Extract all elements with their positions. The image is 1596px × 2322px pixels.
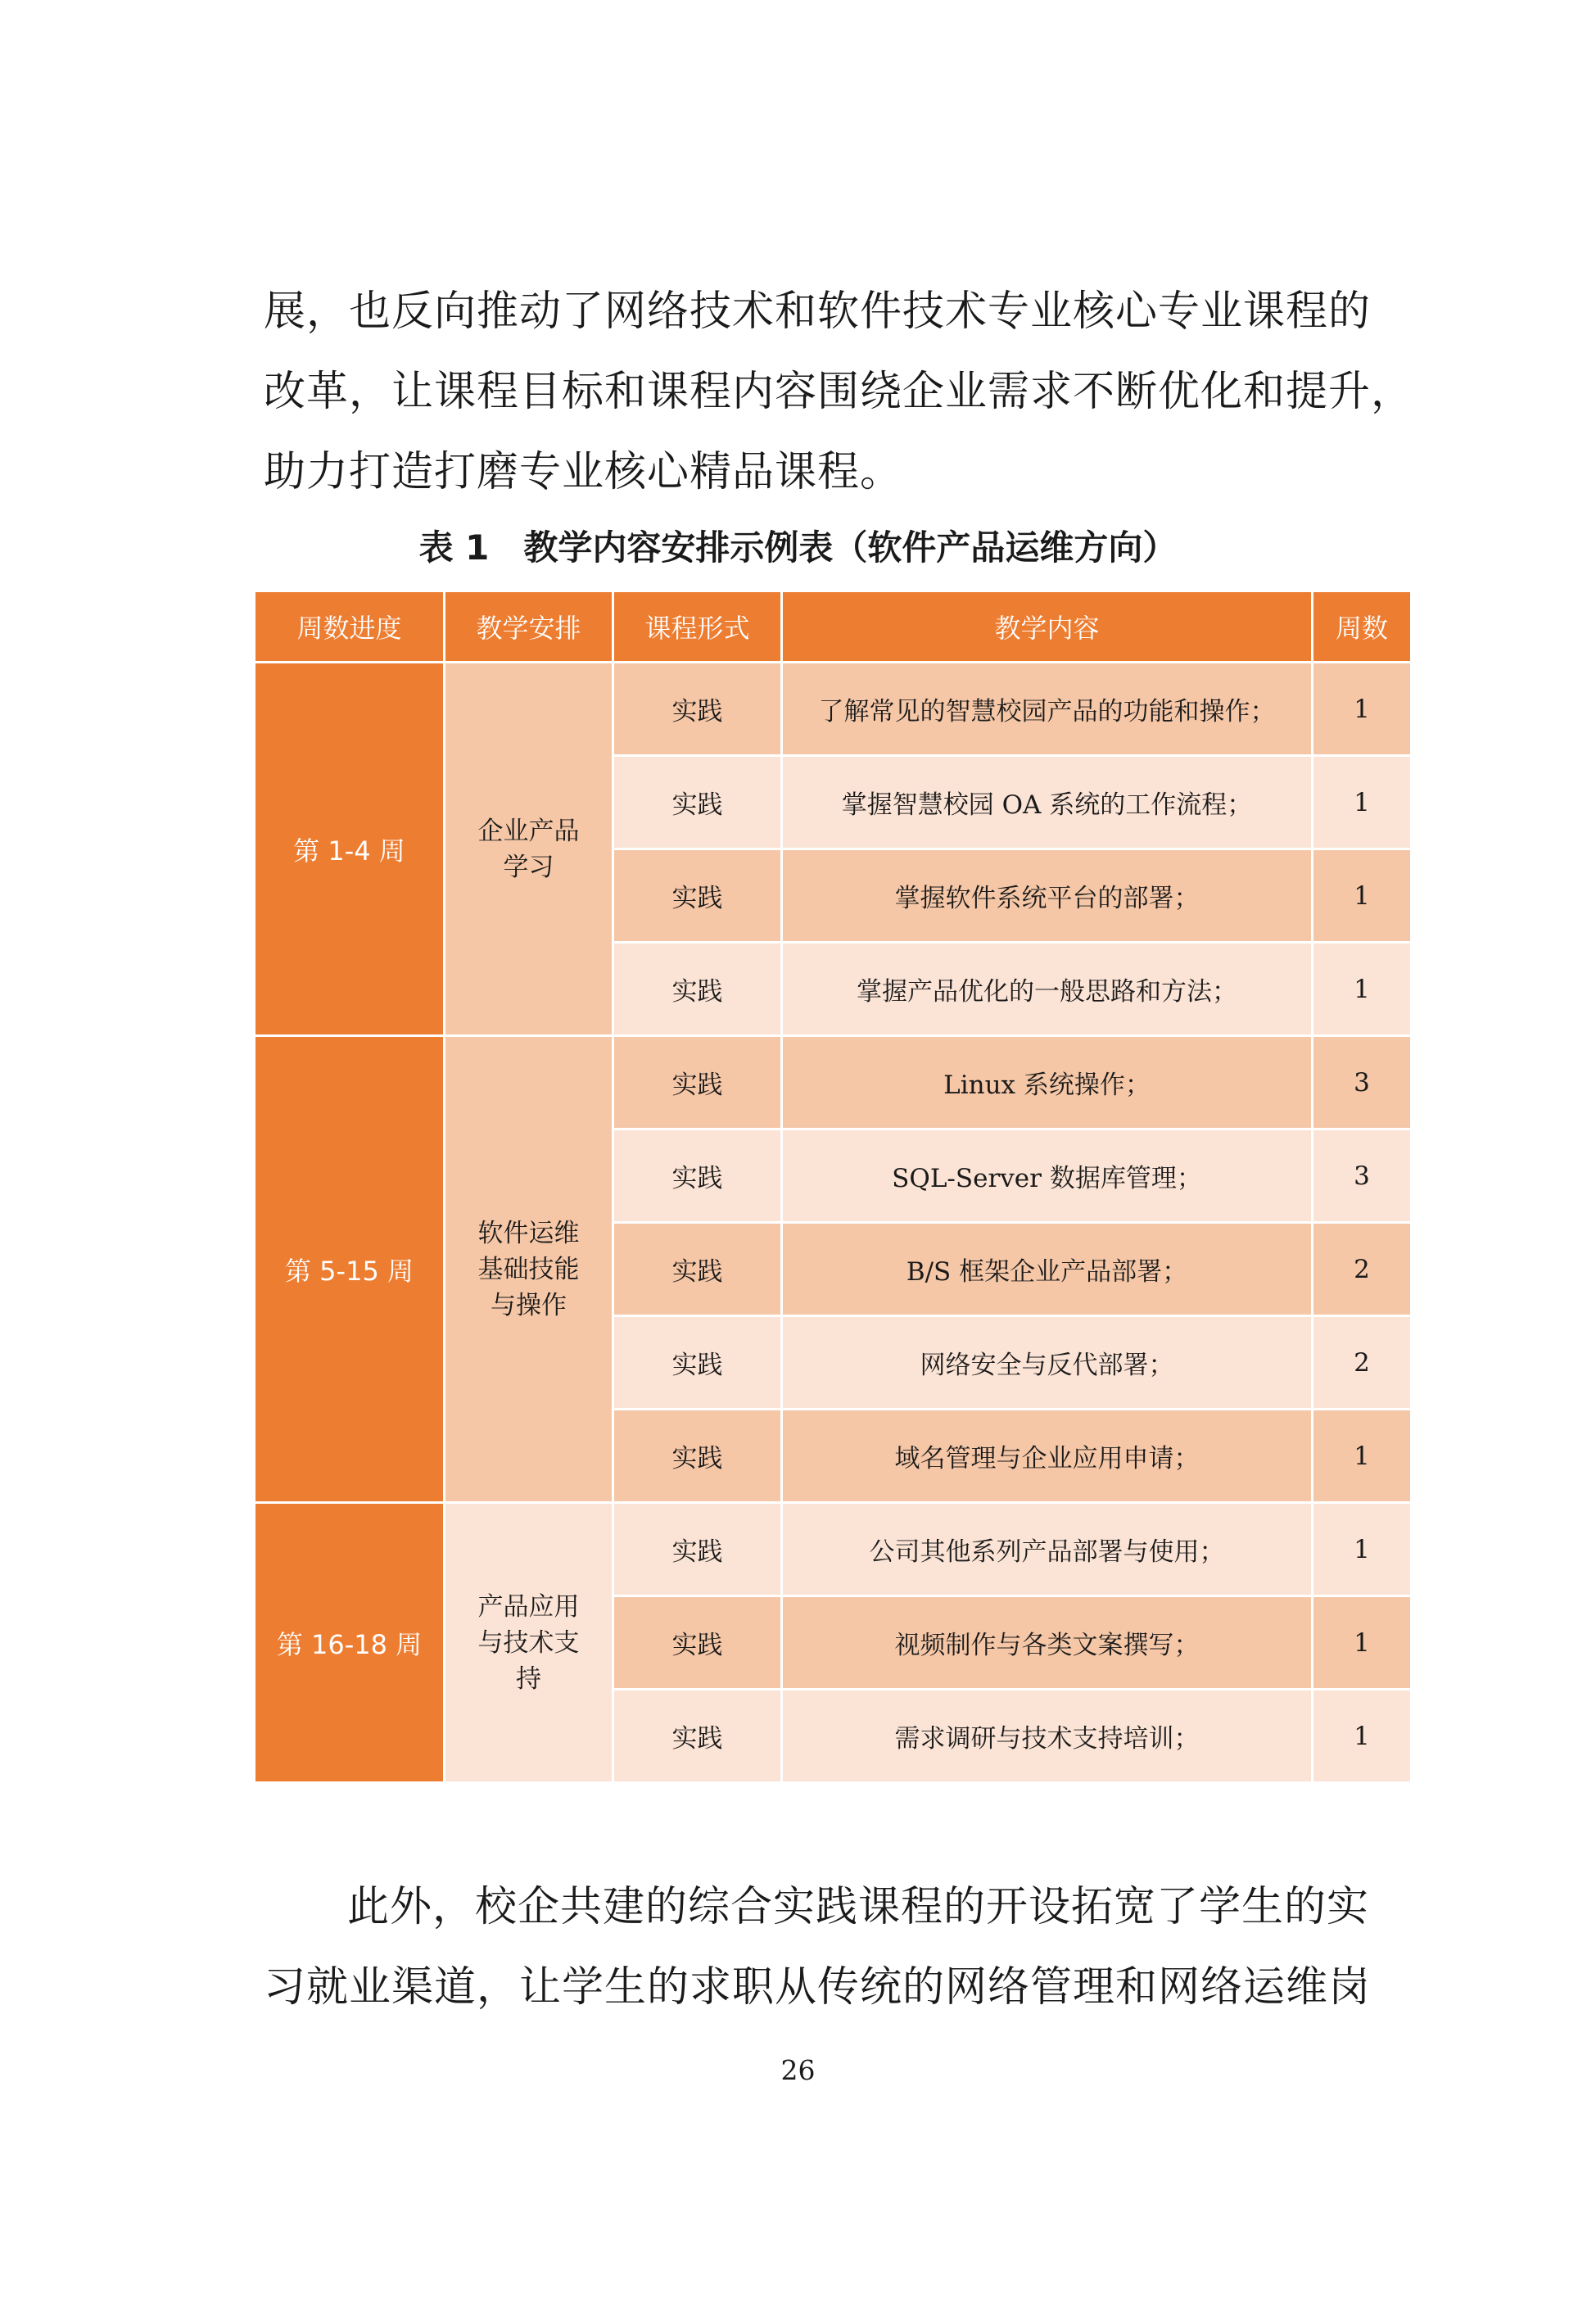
content-cell: 了解常见的智慧校园产品的功能和操作；	[782, 663, 1313, 756]
weeks-cell: 1	[1313, 756, 1412, 849]
paragraph-line: 改革，让课程目标和课程内容围绕企业需求不断优化和提升，	[264, 368, 1414, 416]
paragraph-line: 习就业渠道，让学生的求职从传统的网络管理和网络运维岗	[264, 1963, 1372, 2012]
form-cell: 实践	[613, 1503, 782, 1596]
weeks-cell: 1	[1313, 663, 1412, 756]
content-cell: 掌握智慧校园 OA 系统的工作流程；	[782, 756, 1313, 849]
top-paragraph	[264, 272, 1414, 513]
paragraph-line: 助力打造打磨专业核心精品课程。	[264, 448, 903, 496]
header-course-form: 课程形式	[613, 591, 782, 663]
form-cell: 实践	[613, 1036, 782, 1129]
week-cell: 第 16-18 周	[255, 1503, 445, 1783]
header-weeks: 周数	[1313, 591, 1412, 663]
form-cell: 实践	[613, 1410, 782, 1503]
table-row	[255, 1036, 1412, 1129]
table-caption: 表 1 教学内容安排示例表（软件产品运维方向）	[418, 527, 1178, 568]
content-cell: SQL-Server 数据库管理；	[782, 1129, 1313, 1223]
paragraph-line: 展，也反向推动了网络技术和软件技术专业核心专业课程的	[264, 287, 1372, 336]
weeks-cell: 1	[1313, 1596, 1412, 1690]
content-cell: 域名管理与企业应用申请；	[782, 1410, 1313, 1503]
teaching-schedule-table	[253, 590, 1413, 1784]
weeks-cell: 2	[1313, 1316, 1412, 1410]
bottom-paragraph	[264, 1867, 1372, 2028]
content-cell: 网络安全与反代部署；	[782, 1316, 1313, 1410]
week-cell: 第 1-4 周	[255, 663, 445, 1036]
header-week-progress: 周数进度	[255, 591, 445, 663]
form-cell: 实践	[613, 1316, 782, 1410]
form-cell: 实践	[613, 943, 782, 1036]
weeks-cell: 2	[1313, 1223, 1412, 1316]
weeks-cell: 1	[1313, 849, 1412, 943]
form-cell: 实践	[613, 1223, 782, 1316]
arrangement-cell: 企业产品学习	[445, 663, 613, 1036]
form-cell: 实践	[613, 663, 782, 756]
table-row	[255, 1503, 1412, 1596]
content-cell: Linux 系统操作；	[782, 1036, 1313, 1129]
arrangement-cell: 软件运维基础技能与操作	[445, 1036, 613, 1503]
form-cell: 实践	[613, 1129, 782, 1223]
arrangement-cell: 产品应用与技术支持	[445, 1503, 613, 1783]
week-cell: 第 5-15 周	[255, 1036, 445, 1503]
header-content: 教学内容	[782, 591, 1313, 663]
form-cell: 实践	[613, 849, 782, 943]
content-cell: 掌握软件系统平台的部署；	[782, 849, 1313, 943]
paragraph-line: 此外，校企共建的综合实践课程的开设拓宽了学生的实	[347, 1883, 1370, 1931]
form-cell: 实践	[613, 1690, 782, 1783]
form-cell: 实践	[613, 756, 782, 849]
weeks-cell: 1	[1313, 1503, 1412, 1596]
weeks-cell: 1	[1313, 1690, 1412, 1783]
content-cell: B/S 框架企业产品部署；	[782, 1223, 1313, 1316]
content-cell: 公司其他系列产品部署与使用；	[782, 1503, 1313, 1596]
page-number: 26	[780, 2054, 816, 2086]
content-cell: 掌握产品优化的一般思路和方法；	[782, 943, 1313, 1036]
form-cell: 实践	[613, 1596, 782, 1690]
weeks-cell: 3	[1313, 1036, 1412, 1129]
header-arrangement: 教学安排	[445, 591, 613, 663]
content-cell: 视频制作与各类文案撰写；	[782, 1596, 1313, 1690]
weeks-cell: 1	[1313, 943, 1412, 1036]
weeks-cell: 3	[1313, 1129, 1412, 1223]
weeks-cell: 1	[1313, 1410, 1412, 1503]
table-header-row	[255, 591, 1412, 663]
table-row	[255, 663, 1412, 756]
content-cell: 需求调研与技术支持培训；	[782, 1690, 1313, 1783]
